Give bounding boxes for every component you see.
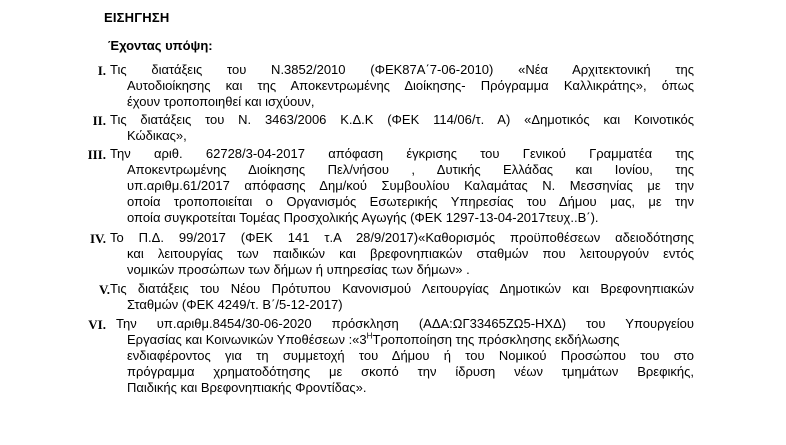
item-line: Αποκεντρωμένης Διοίκησης Πελ/νήσου , Δυτικής Ελλάδας και Ιονίου, της: [127, 162, 694, 177]
item-line: και λειτουργίας των παιδικών και βρεφονηπιακών σταθμών που λειτουργούν εντός: [127, 246, 694, 261]
item-line: οποία συγκροτείται Τομέας Προσχολικής Αγωγής (ΦΕΚ 1297-13-04-2017τευχ..Β΄).: [127, 210, 599, 225]
item-line: ενδιαφέροντος για τη συμμετοχή του Δήμου ή του Νομικού Προσώπου του στο: [127, 348, 694, 363]
item-line: Την υπ.αριθμ.8454/30-06-2020 πρόσκληση (ΑΔΑ:ΩΓ33465ΖΩ5-ΗΧΔ) του Υπουργείου: [116, 316, 694, 331]
item-line: Αυτοδιοίκησης και της Αποκεντρωμένης Διοίκησης- Πρόγραμμα Καλλικράτης», όπως: [127, 78, 694, 93]
item-line: Το Π.Δ. 99/2017 (ΦΕΚ 141 τ.Α 28/9/2017)«Καθορισμός προϋποθέσεων αδειοδότησης: [110, 230, 694, 245]
item-numeral: III.: [87, 147, 106, 162]
item-numeral: I.: [97, 63, 106, 78]
item-line: Τις διατάξεις του Ν. 3463/2006 Κ.Δ.Κ (ΦΕΚ 114/06/τ. Α) «Δημοτικός και Κοινοτικός: [110, 112, 694, 127]
superscript: Η: [366, 331, 373, 341]
item-line: Τις διατάξεις του Ν.3852/2010 (ΦΕΚ87Α΄7-06-2010) «Νέα Αρχιτεκτονική της: [110, 62, 694, 77]
item-line: έχουν τροποποιηθεί και ισχύουν,: [127, 94, 315, 109]
item-line: πρόγραμμα χρηματοδότησης με σκοπό την ίδρυση νέων τμημάτων Βρεφικής,: [127, 364, 694, 379]
item-line: Σταθμών (ΦΕΚ 4249/τ. Β΄/5-12-2017): [127, 297, 343, 312]
item-line-with-superscript: [127, 332, 694, 348]
document-subheading: Έχοντας υπόψη:: [108, 38, 213, 53]
item-line: οποία τροποποιείται ο Οργανισμός Εσωτερικής Υπηρεσίας του Δήμου μας, με την: [127, 194, 694, 209]
item-line: Την αριθ. 62728/3-04-2017 απόφαση έγκρισης του Γενικού Γραμματέα της: [110, 146, 694, 161]
item-line: Παιδικής και Βρεφονηπιακής Φροντίδας».: [127, 380, 367, 395]
item-line: νομικών προσώπων των δήμων ή υπηρεσίας των δήμων» .: [127, 262, 470, 277]
item-line-part: Εργασίας και Κοινωνικών Υποθέσεων $:«3^HT\rho o\pi o\pi oί\eta\sigma\eta$ της πρόσκλησης εκδήλωσης: [127, 331, 620, 347]
item-line: Κώδικας»,: [127, 128, 187, 143]
document-heading: ΕΙΣΗΓΗΣΗ: [104, 10, 170, 25]
item-line: υπ.αριθμ.61/2017 απόφασης Δημ/κού Συμβουλίου Καλαμάτας Ν. Μεσσηνίας με την: [127, 178, 694, 193]
item-numeral: IV.: [89, 231, 106, 246]
item-numeral: II.: [92, 113, 106, 128]
item-numeral: VI.: [88, 317, 106, 332]
item-line: Τις διατάξεις του Νέου Πρότυπου Κανονισμού Λειτουργίας Δημοτικών και Βρεφονηπιακών: [110, 281, 694, 296]
item-numeral: V.: [99, 282, 110, 297]
